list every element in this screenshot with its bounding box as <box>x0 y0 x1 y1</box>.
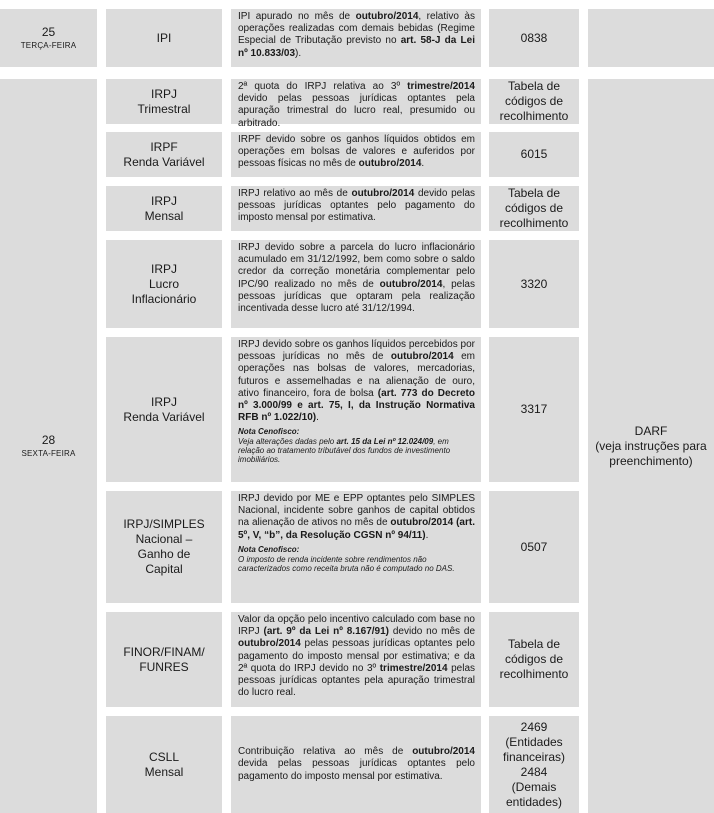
payment-document-cell: DARF (veja instruções para preenchimento) <box>588 79 714 813</box>
tax-name-cell: IRPJ Mensal <box>106 186 222 231</box>
revenue-code-cell: Tabela de códigos de recolhimento <box>489 186 579 231</box>
description-text: IRPJ devido sobre os ganhos líquidos percebidos por pessoas jurídicas no mês de outubro/2014 em operações nas bolsas de valores, mercadorias, futuros e assemelhadas e na alienação de ouro, ativo financeiro, fora de bolsa (art. 773 do Decreto nº 3.000/99 e art. 75, I, da Instrução Normativa RFB nº 1.022/10). <box>238 339 475 424</box>
revenue-code-cell: 3317 <box>489 337 579 482</box>
description-cell <box>231 79 481 129</box>
note-text: Veja alterações dadas pelo art. 15 da Lei nº 12.024/09, em relação ao tratamento tributável dos fundos de investimento imobiliários. <box>238 437 451 465</box>
weekday-label: TERÇA-FEIRA <box>20 41 77 50</box>
description-text: IRPF devido sobre os ganhos líquidos obtidos em operações em bolsas de valores e auferidos por pessoas físicas no mês de outubro/2014. <box>238 134 475 170</box>
description-text: Contribuição relativa ao mês de outubro/2014 devida pelas pessoas jurídicas optantes pelo pagamento do imposto mensal por estimativa. <box>238 746 475 782</box>
tax-name-cell: IRPJ Renda Variável <box>106 337 222 482</box>
note-text: O imposto de renda incidente sobre rendimentos não caracterizados como receita bruta não é computado no DAS. <box>238 554 455 573</box>
description-cell <box>231 337 481 482</box>
revenue-code-cell: Tabela de códigos de recolhimento <box>489 79 579 124</box>
day-cell-28 <box>0 79 97 813</box>
description-cell <box>231 240 481 328</box>
description-text: Valor da opção pelo incentivo calculado com base no IRPJ (art. 9º da Lei nº 8.167/91) devido no mês de outubro/2014 pelas pessoas jurídicas optantes pelo pagamento do imposto mensal por estimativa; e da 2ª quota do IRPJ devido no 3º trimestre/2014 pelas pessoas jurídicas optantes pela apuração trimestral do lucro real. <box>238 614 476 699</box>
tax-name-cell: IPI <box>106 9 222 67</box>
darf-cell-top <box>588 9 714 67</box>
description-cell <box>231 716 481 813</box>
description-text: IRPJ devido sobre a parcela do lucro inflacionário acumulado em 31/12/1992, bem como sobre o saldo credor da correção monetária complementar pelo IPC/90 realizado no mês de outubro/2014, pelas pessoas jurídicas que optaram pela realização incentivada desse lucro até 31/12/1994. <box>238 242 475 315</box>
revenue-code-cell: 3320 <box>489 240 579 328</box>
tax-name-cell: IRPJ Trimestral <box>106 79 222 124</box>
revenue-code-cell: 2469 (Entidades financeiras) 2484 (Demais entidades) <box>489 716 579 813</box>
tax-name-cell: CSLL Mensal <box>106 716 222 813</box>
description-cell <box>231 612 481 707</box>
tax-name-cell: FINOR/FINAM/ FUNRES <box>106 612 222 707</box>
day-number: 25 <box>41 25 56 39</box>
tax-name-cell: IRPJ Lucro Inflacionário <box>106 240 222 328</box>
description-cell <box>231 186 481 231</box>
description-text: IRPJ devido por ME e EPP optantes pelo SIMPLES Nacional, incidente sobre ganhos de capital obtidos na alienação de ativos no mês de outubro/2014 (art. 5º, V, “b”, da Resolução CGSN nº 94/11). <box>238 493 475 541</box>
day-number: 28 <box>41 433 56 447</box>
description-text: IRPJ relativo ao mês de outubro/2014 devido pelas pessoas jurídicas optantes pelo pagamento do imposto mensal por estimativa. <box>238 188 476 224</box>
description-text: 2ª quota do IRPJ relativa ao 3º trimestre/2014 devido pelas pessoas jurídicas optantes pela apuração trimestral do lucro real, presumido ou arbitrado. <box>238 81 475 129</box>
note-title: Nota Cenofisco: <box>238 427 300 437</box>
revenue-code-cell: 0838 <box>489 9 579 67</box>
tax-name-cell: IRPF Renda Variável <box>106 132 222 177</box>
tax-name-cell: IRPJ/SIMPLES Nacional – Ganho de Capital <box>106 491 222 603</box>
note-title: Nota Cenofisco: <box>238 544 300 554</box>
revenue-code-cell: Tabela de códigos de recolhimento <box>489 612 579 707</box>
revenue-code-cell: 6015 <box>489 132 579 177</box>
description-text: IPI apurado no mês de outubro/2014, relativo às operações realizadas com demais bebidas (Regime Especial de Tributação previsto no art. 58-J da Lei nº 10.833/03). <box>238 11 475 59</box>
description-cell <box>231 132 481 177</box>
description-cell <box>231 9 481 67</box>
description-cell <box>231 491 481 603</box>
weekday-label: SEXTA-FEIRA <box>21 449 76 458</box>
revenue-code-cell: 0507 <box>489 491 579 603</box>
day-cell-25 <box>0 9 97 67</box>
